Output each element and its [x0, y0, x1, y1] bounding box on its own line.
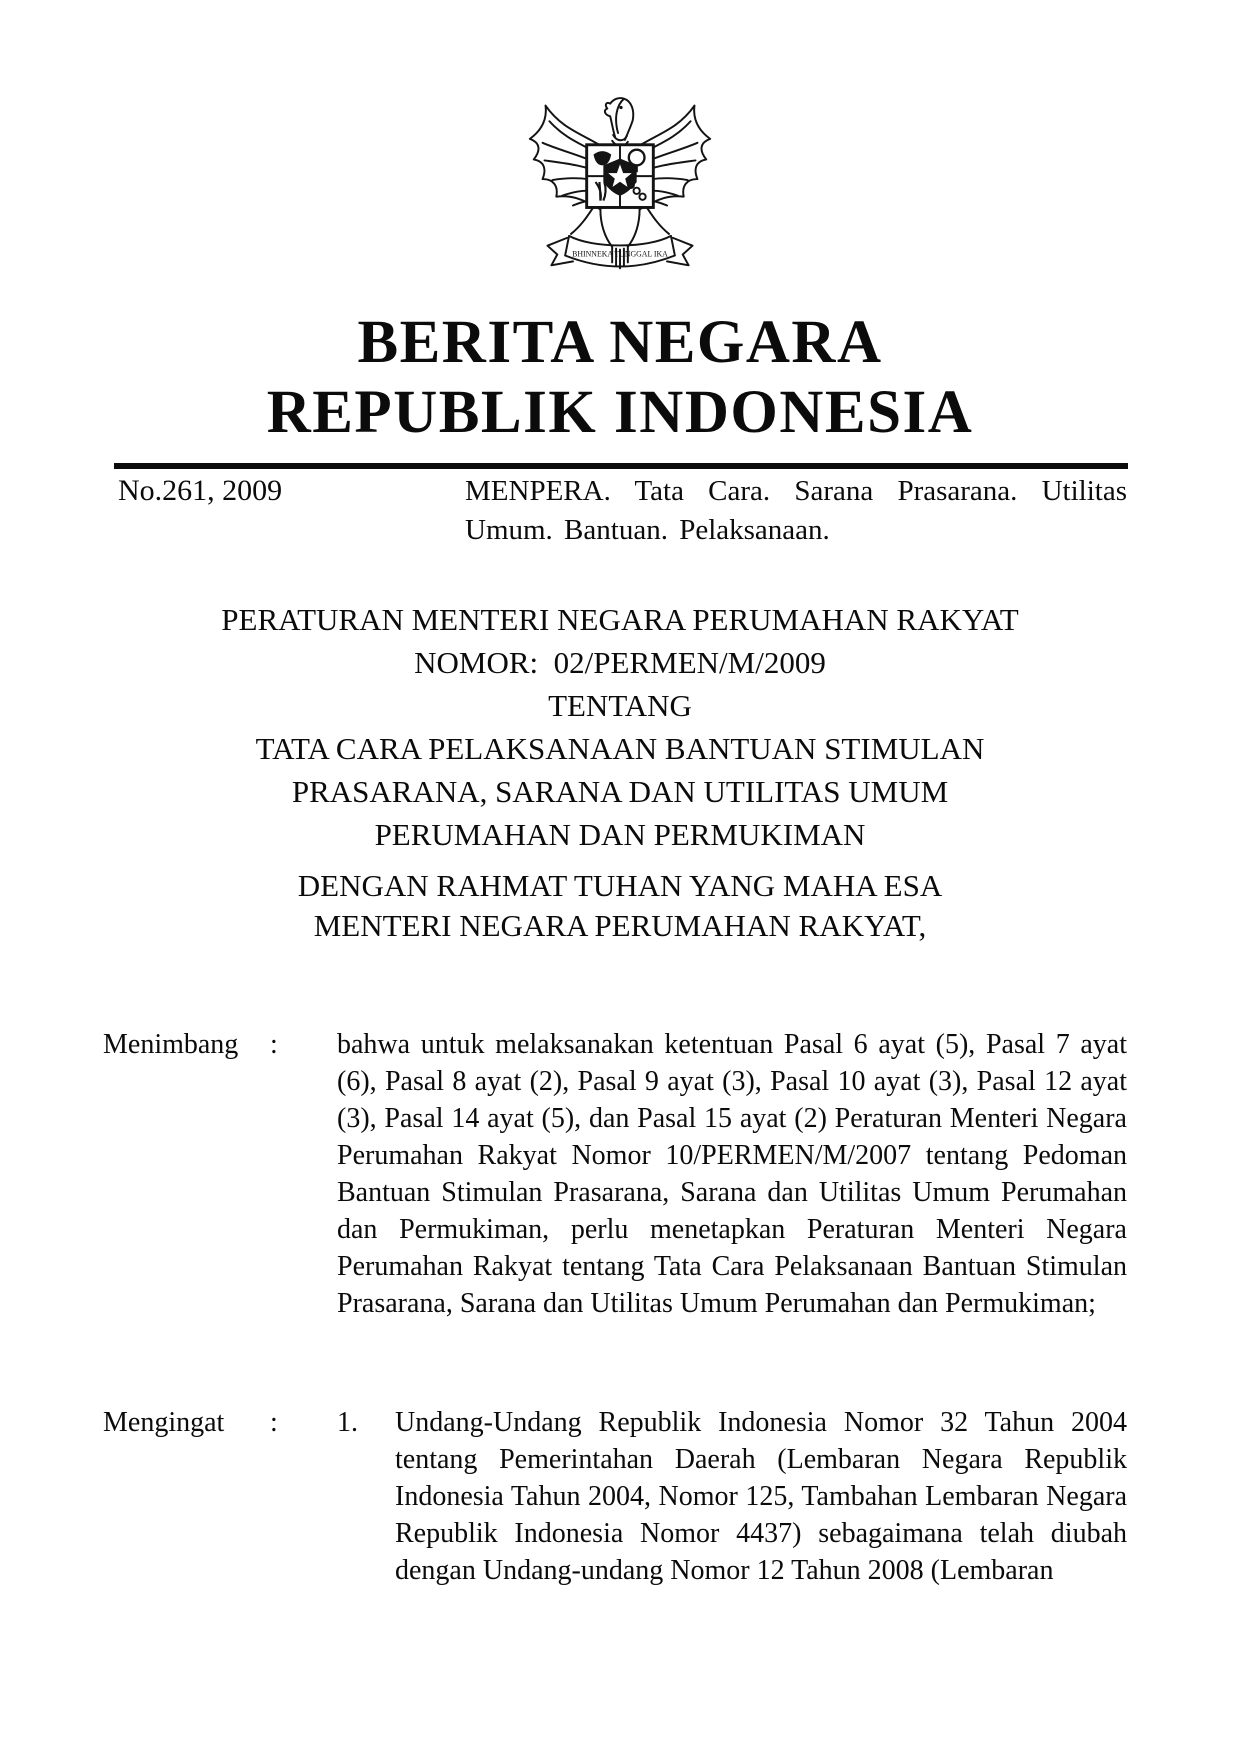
regulation-subject-line-1: TATA CARA PELAKSANAAN BANTUAN STIMULAN [255, 731, 985, 766]
issue-number: No.261, 2009 [118, 474, 283, 507]
invocation-block [0, 866, 1240, 946]
mengingat-item-1 [337, 1404, 1127, 1589]
emblem-motto: BHINNEKA TUNGGAL IKA [572, 249, 668, 259]
masthead-rule [114, 463, 1128, 469]
mengingat-item-1-number: 1. [337, 1407, 358, 1438]
subject-abstract: MENPERA. Tata Cara. Sarana Prasarana. Utilitas Umum. Bantuan. Pelaksanaan. [465, 475, 1127, 546]
menimbang-section [103, 1026, 1127, 1322]
mengingat-item-1-text: Undang-Undang Republik Indonesia Nomor 32 Tahun 2004 tentang Pemerintahan Daerah (Lembaran Negara Republik Indonesia Tahun 2004, Nomor 125, Tambahan Lembaran Negara Republik Indonesia Nomor 4437) sebagaimana telah diubah dengan Undang-undang Nomor 12 Tahun 2008 (Lembaran [395, 1407, 1127, 1586]
mengingat-section [103, 1404, 1127, 1589]
menimbang-label: Menimbang [103, 1029, 239, 1060]
regulation-subject-line-2: PRASARANA, SARANA DAN UTILITAS UMUM [291, 774, 949, 809]
garuda-pancasila-emblem [522, 86, 718, 278]
regulation-number-line: NOMOR: 02/PERMEN/M/2009 [414, 645, 826, 680]
regulation-tentang-line: TENTANG [548, 688, 692, 723]
menimbang-paragraph: bahwa untuk melaksanakan ketentuan Pasal 6 ayat (5), Pasal 7 ayat (6), Pasal 8 ayat (2), Pasal 9 ayat (3), Pasal 10 ayat (3), Pasal 12 ayat (3), Pasal 14 ayat (5), dan Pasal 15 ayat (2) Peraturan Menteri Negara Perumahan Rakyat Nomor 10/PERMEN/M/2007 tentang Pedoman Bantuan Stimulan Prasarana, Sarana dan Utilitas Umum Perumahan dan Permukiman, perlu menetapkan Peraturan Menteri Negara Perumahan Rakyat tentang Tata Cara Pelaksanaan Bantuan Stimulan Prasarana, Sarana dan Utilitas Umum Perumahan dan Permukiman; [337, 1029, 1127, 1319]
regulation-subject-line-3: PERUMAHAN DAN PERMUKIMAN [374, 817, 866, 852]
invocation-text: DENGAN RAHMAT TUHAN YANG MAHA ESA [297, 868, 943, 903]
mengingat-colon: : [270, 1407, 278, 1438]
masthead-title-line2: REPUBLIK INDONESIA [266, 379, 974, 446]
regulation-title [0, 598, 1240, 856]
authority-text: MENTERI NEGARA PERUMAHAN RAKYAT, [313, 908, 927, 943]
regulation-title-line: PERATURAN MENTERI NEGARA PERUMAHAN RAKYAT [221, 602, 1019, 637]
menimbang-colon: : [270, 1029, 278, 1060]
masthead [0, 308, 1240, 448]
mengingat-label: Mengingat [103, 1407, 225, 1438]
mengingat-list [337, 1404, 1127, 1589]
garuda-pancasila-icon [522, 86, 718, 278]
masthead-title-line1: BERITA NEGARA [357, 309, 883, 376]
